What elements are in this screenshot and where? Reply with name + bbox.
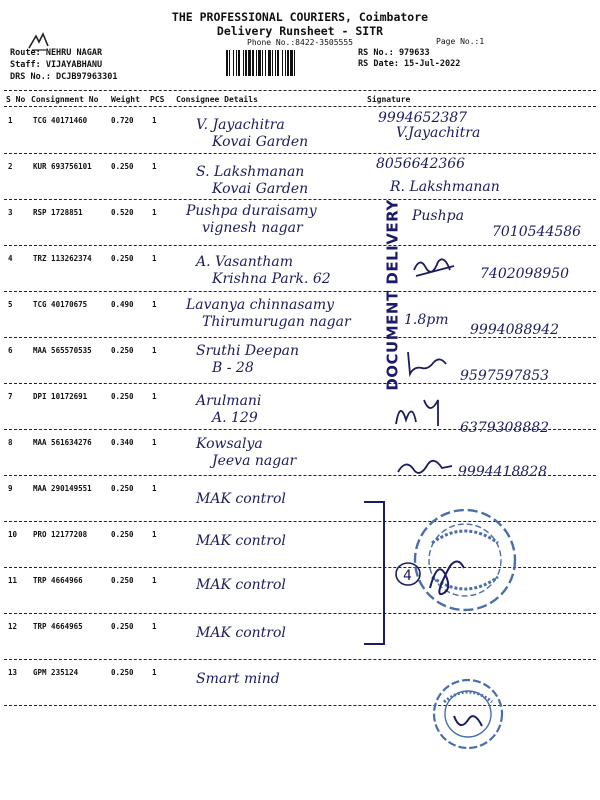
row-signature-phone: V.Jayachitra	[396, 125, 481, 141]
row-consignment-number: TCG 40171460	[33, 116, 88, 125]
route-label: Route: NEHRU NAGAR	[10, 48, 103, 58]
row-pieces: 1	[152, 668, 157, 677]
header-top-rule	[4, 90, 596, 91]
signature-stroke	[398, 461, 452, 473]
row-serial-number: 3	[8, 208, 13, 217]
row-separator	[4, 199, 596, 200]
row-signature-phone: 9994088942	[470, 322, 560, 338]
row-signature-text: Pushpa	[412, 208, 464, 224]
company-phone: Phone No.:8422-3505555	[247, 38, 353, 47]
row-weight: 0.720	[111, 116, 134, 125]
row-separator	[4, 245, 596, 246]
row-pieces: 1	[152, 530, 157, 539]
group-signature-bracket	[360, 498, 480, 648]
barcode-bar	[256, 50, 257, 76]
col-header-consignee: Consignee Details	[176, 95, 258, 104]
barcode-bar	[243, 50, 244, 76]
signature-scribble-row-4	[410, 256, 470, 290]
row-consignee-name: S. Lakshmanan	[196, 164, 305, 180]
row-signature-phone: 9597597853	[460, 368, 550, 384]
row-consignment-number: PRO 12177208	[33, 530, 88, 539]
row-weight: 0.250	[111, 162, 134, 171]
row-pieces: 1	[152, 346, 157, 355]
row-serial-number: 10	[8, 530, 18, 539]
barcode-bar	[290, 50, 293, 76]
row-serial-number: 11	[8, 576, 18, 585]
barcode	[226, 50, 354, 76]
barcode-bar	[287, 50, 289, 76]
row-consignee-address: Kovai Garden	[212, 134, 309, 150]
row-weight: 0.520	[111, 208, 134, 217]
signature-scribble-row-7	[394, 396, 454, 430]
row-consignee-name: Smart mind	[196, 671, 280, 687]
row-consignment-number: TRZ 113262374	[33, 254, 92, 263]
barcode-bar	[275, 50, 276, 76]
row-weight: 0.250	[111, 668, 134, 677]
barcode-bar	[236, 50, 237, 76]
row-consignment-number: MAA 290149551	[33, 484, 92, 493]
row-serial-number: 8	[8, 438, 13, 447]
row-pieces: 1	[152, 484, 157, 493]
barcode-bar	[272, 50, 273, 76]
row-consignee-name: Sruthi Deepan	[196, 343, 299, 359]
signature-stroke	[408, 352, 446, 374]
row-consignment-number: MAA 565570535	[33, 346, 92, 355]
row-signature-text: 8056642366	[376, 156, 466, 172]
signature-stroke	[414, 259, 454, 276]
row-weight: 0.250	[111, 622, 134, 631]
barcode-bar	[268, 50, 271, 76]
row-consignee-name: V. Jayachitra	[196, 117, 285, 133]
row-separator	[4, 337, 596, 338]
row-weight: 0.250	[111, 346, 134, 355]
row-pieces: 1	[152, 622, 157, 631]
row-signature-phone: 6379308882	[460, 420, 550, 436]
row-consignee-address: B - 28	[212, 360, 254, 376]
row-serial-number: 6	[8, 346, 13, 355]
row-pieces: 1	[152, 300, 157, 309]
row-consignment-number: GPM 235124	[33, 668, 79, 677]
col-header-sno: S No	[6, 95, 26, 104]
row-consignment-number: RSP 1728851	[33, 208, 83, 217]
row-separator	[4, 475, 596, 476]
row-pieces: 1	[152, 438, 157, 447]
barcode-bar	[252, 50, 254, 76]
row-serial-number: 1	[8, 116, 13, 125]
row-signature-text: 1.8pm	[404, 312, 449, 328]
row-weight: 0.340	[111, 438, 134, 447]
row-pieces: 1	[152, 116, 157, 125]
row-pieces: 1	[152, 576, 157, 585]
row-consignee-name: MAK control	[196, 577, 286, 593]
row-signature-phone: 7402098950	[480, 266, 570, 282]
barcode-bar	[265, 50, 266, 76]
rs-number: RS No.: 979633	[358, 48, 430, 58]
document-delivery-stamp	[376, 199, 410, 391]
row-consignee-name: Lavanya chinnasamy	[186, 297, 335, 313]
runsheet-subtitle: Delivery Runsheet - SITR	[216, 24, 384, 38]
row-consignee-name: Pushpa duraisamy	[186, 203, 317, 219]
row-pieces: 1	[152, 162, 157, 171]
barcode-bar	[226, 50, 228, 76]
signature-stroke	[396, 400, 438, 426]
row-consignment-number: KUR 693756101	[33, 162, 92, 171]
row-consignee-name: Kowsalya	[196, 436, 263, 452]
row-serial-number: 4	[8, 254, 13, 263]
row-pieces: 1	[152, 208, 157, 217]
row-weight: 0.250	[111, 576, 134, 585]
office-seal-lower	[430, 676, 506, 752]
rs-date: RS Date: 15-Jul-2022	[358, 59, 461, 69]
barcode-bar	[262, 50, 263, 76]
row-consignee-name: A. Vasantham	[196, 254, 293, 270]
row-consignee-address: Kovai Garden	[212, 181, 309, 197]
row-weight: 0.250	[111, 254, 134, 263]
row-consignee-address: A. 129	[212, 410, 258, 426]
row-separator	[4, 153, 596, 154]
row-serial-number: 9	[8, 484, 13, 493]
page-number: Page No.:1	[436, 37, 485, 46]
row-separator	[4, 429, 596, 430]
row-serial-number: 2	[8, 162, 13, 171]
row-separator	[4, 659, 596, 660]
row-consignee-name: MAK control	[196, 491, 286, 507]
row-signature-text: 9994652387	[378, 110, 468, 126]
header-bottom-rule	[4, 106, 596, 107]
barcode-bar	[294, 50, 295, 76]
row-signature-phone: 9994418828	[458, 464, 548, 480]
barcode-bar	[248, 50, 251, 76]
col-header-signature: Signature	[367, 95, 411, 104]
row-consignment-number: DPI 10172691	[33, 392, 88, 401]
row-consignee-name: MAK control	[196, 625, 286, 641]
barcode-bar	[245, 50, 247, 76]
barcode-bar	[238, 50, 240, 76]
barcode-bar	[285, 50, 286, 76]
signature-scribble-row-8	[396, 452, 456, 486]
row-serial-number: 7	[8, 392, 13, 401]
row-signature-phone: R. Lakshmanan	[390, 179, 500, 195]
row-consignment-number: MAA 561634276	[33, 438, 92, 447]
staff-label: Staff: VIJAYABHANU	[10, 60, 103, 70]
row-weight: 0.250	[111, 530, 134, 539]
group-count-mark: 4	[403, 568, 412, 584]
barcode-bar	[229, 50, 230, 76]
row-serial-number: 5	[8, 300, 13, 309]
row-separator	[4, 705, 596, 706]
row-consignee-address: vignesh nagar	[202, 220, 303, 236]
row-serial-number: 13	[8, 668, 18, 677]
row-consignment-number: TRP 4664965	[33, 622, 83, 631]
row-consignment-number: TRP 4664966	[33, 576, 83, 585]
col-header-weight: Weight	[111, 95, 140, 104]
row-weight: 0.250	[111, 484, 134, 493]
company-title: THE PROFESSIONAL COURIERS, Coimbatore	[171, 10, 429, 24]
row-pieces: 1	[152, 254, 157, 263]
row-consignee-address: Krishna Park. 62	[212, 271, 331, 287]
stamp-text: DOCUMENT DELIVERY	[384, 199, 403, 391]
row-weight: 0.490	[111, 300, 134, 309]
row-consignee-name: MAK control	[196, 533, 286, 549]
row-consignment-number: TCG 40170675	[33, 300, 88, 309]
col-header-pcs: PCS	[150, 95, 165, 104]
drs-number: DRS No.: DCJB97963301	[10, 72, 118, 82]
row-separator	[4, 383, 596, 384]
row-consignee-address: Thirumurugan nagar	[202, 314, 351, 330]
row-signature-phone: 7010544586	[492, 224, 582, 240]
signature-scribble-row-6	[404, 346, 464, 380]
row-separator	[4, 291, 596, 292]
barcode-bar	[277, 50, 279, 76]
barcode-bar	[233, 50, 234, 76]
row-pieces: 1	[152, 392, 157, 401]
row-consignee-address: Jeeva nagar	[212, 453, 297, 469]
col-header-consignment: Consignment No	[31, 95, 99, 104]
row-consignee-name: Arulmani	[196, 393, 262, 409]
barcode-bar	[258, 50, 261, 76]
row-serial-number: 12	[8, 622, 18, 631]
row-weight: 0.250	[111, 392, 134, 401]
barcode-bar	[282, 50, 283, 76]
